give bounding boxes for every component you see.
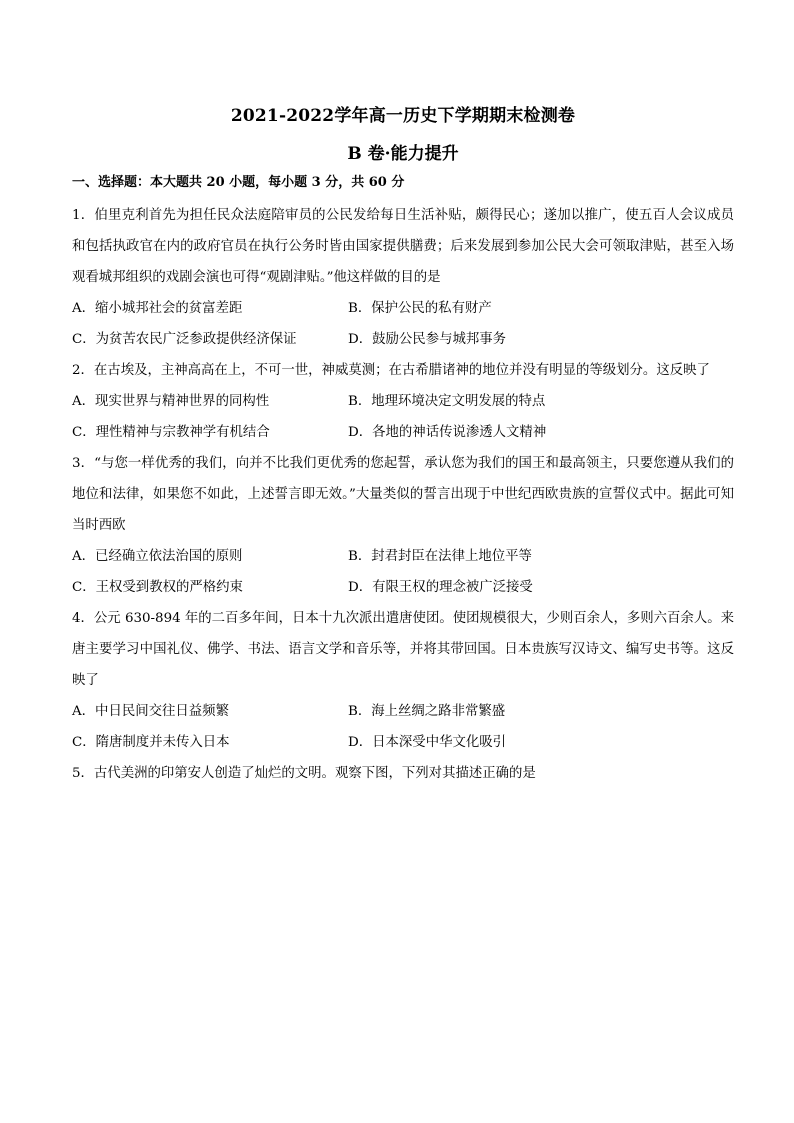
options-grid (72, 541, 734, 603)
option-a: A．缩小城邦社会的贫富差距 (72, 301, 243, 316)
question-stem: 2．在古埃及，主神高高在上，不可一世，神威莫测；在古希腊诸神的地位并没有明显的等级划分。这反映了 (72, 363, 710, 378)
section-heading: 一、选择题：本大题共 20 小题，每小题 3 分，共 60 分 (72, 175, 405, 190)
option-b: B．保护公民的私有财产 (348, 301, 492, 316)
option-c: C．理性精神与宗教神学有机结合 (72, 425, 270, 440)
option-b: B．封君封臣在法律上地位平等 (348, 549, 532, 564)
options-grid (72, 293, 734, 355)
question-3 (72, 448, 734, 603)
exam-subtitle: B 卷·能力提升 (347, 144, 459, 164)
question-1 (72, 200, 734, 355)
option-a: A．现实世界与精神世界的同构性 (72, 394, 270, 409)
option-c: C．隋唐制度并未传入日本 (72, 735, 230, 750)
options-grid (72, 696, 734, 758)
option-d: D．鼓励公民参与城邦事务 (348, 332, 507, 347)
question-stem: 3．“与您一样优秀的我们，向并不比我们更优秀的您起誓，承认您为我们的国王和最高领主，只要您遵从我们的地位和法律，如果您不如此，上述誓言即无效。”大量类似的誓言出现于中世纪西欧贵族的宣誓仪式中。据此可知当时西欧 (72, 456, 734, 533)
option-a: A．已经确立依法治国的原则 (72, 549, 243, 564)
option-b: B．海上丝绸之路非常繁盛 (348, 704, 506, 719)
question-2 (72, 355, 734, 448)
options-grid (72, 386, 734, 448)
option-c: C．为贫苦农民广泛参政提供经济保证 (72, 332, 297, 347)
question-5 (72, 758, 734, 789)
option-d: D．日本深受中华文化吸引 (348, 735, 507, 750)
question-4 (72, 603, 734, 758)
option-d: D．有限王权的理念被广泛接受 (348, 580, 533, 595)
exam-title: 2021-2022学年高一历史下学期期末检测卷 (230, 106, 576, 126)
option-d: D．各地的神话传说渗透人文精神 (348, 425, 547, 440)
question-stem: 4．公元 630-894 年的二百多年间，日本十九次派出遣唐使团。使团规模很大，少则百余人，多则六百余人。来唐主要学习中国礼仪、佛学、书法、语言文学和音乐等，并将其带回国。日本贵族写汉诗文、编写史书等。这反映了 (72, 611, 734, 688)
option-a: A．中日民间交往日益频繁 (72, 704, 229, 719)
option-b: B．地理环境决定文明发展的特点 (348, 394, 546, 409)
question-stem: 5．古代美洲的印第安人创造了灿烂的文明。观察下图，下列对其描述正确的是 (72, 766, 536, 781)
option-c: C．王权受到教权的严格约束 (72, 580, 243, 595)
question-stem: 1．伯里克利首先为担任民众法庭陪审员的公民发给每日生活补贴，颇得民心；遂加以推广，使五百人会议成员和包括执政官在内的政府官员在执行公务时皆由国家提供膳费；后来发展到参加公民大会可领取津贴，甚至入场观看城邦组织的戏剧会演也可得“观剧津贴。”他这样做的目的是 (72, 208, 734, 285)
